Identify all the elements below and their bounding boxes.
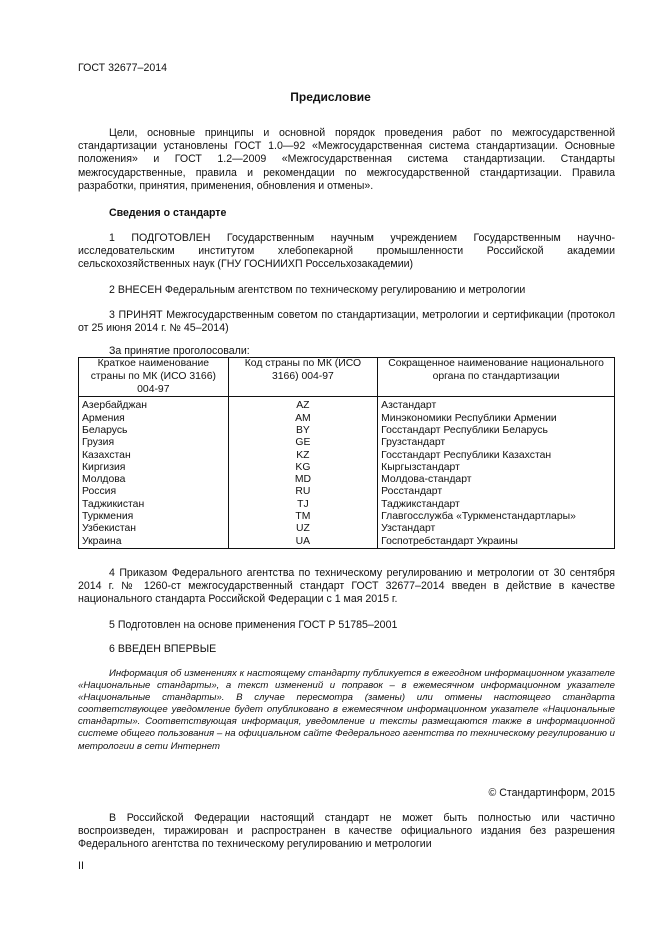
code-cell: BY	[228, 425, 377, 437]
country-cell: Узбекистан	[79, 523, 229, 535]
national-body-cell: Таджикстандарт	[378, 499, 615, 511]
item-2-submitted: 2 ВНЕСЕН Федеральным агентством по техническому регулированию и метрологии	[109, 284, 526, 296]
code-cell: MD	[228, 474, 377, 486]
table-row	[79, 450, 615, 462]
national-body-cell: Грузстандарт	[378, 437, 615, 449]
country-cell: Армения	[79, 413, 229, 425]
header-country: Краткое наименование страны по МК (ИСО 3166) 004-97	[79, 358, 229, 397]
code-cell: KZ	[228, 450, 377, 462]
national-body-cell: Узстандарт	[378, 523, 615, 535]
section-title: Сведения о стандарте	[109, 207, 227, 219]
code-cell: AM	[228, 413, 377, 425]
country-cell: Туркмения	[79, 511, 229, 523]
code-cell: KG	[228, 462, 377, 474]
national-body-cell: Минэкономики Республики Армении	[378, 413, 615, 425]
code-cell: TM	[228, 511, 377, 523]
header-code: Код страны по МК (ИСО 3166) 004-97	[228, 358, 377, 397]
document-id-header: ГОСТ 32677–2014	[78, 62, 168, 74]
country-cell: Россия	[79, 486, 229, 498]
code-cell: UA	[228, 536, 377, 549]
item-1-prepared: 1 ПОДГОТОВЛЕН Государственным научным учреждением Государственным научно-исследовательским институтом хлебопекарной промышленности Российской академии сельскохозяйственных наук (ГНУ ГОСНИИХП Россельхозакадемии)	[78, 232, 615, 271]
code-cell: GE	[228, 437, 377, 449]
code-cell: RU	[228, 486, 377, 498]
table-row	[79, 397, 615, 413]
national-body-cell: Азстандарт	[378, 397, 615, 413]
national-body-cell: Главгосслужба «Туркменстандартлары»	[378, 511, 615, 523]
table-row	[79, 536, 615, 549]
code-cell: UZ	[228, 523, 377, 535]
table-row	[79, 511, 615, 523]
country-cell: Азербайджан	[79, 397, 229, 413]
table-row	[79, 462, 615, 474]
voted-label: За принятие проголосовали:	[109, 345, 250, 357]
country-cell: Казахстан	[79, 450, 229, 462]
country-cell: Молдова	[79, 474, 229, 486]
table-row	[79, 425, 615, 437]
page-number: II	[78, 860, 84, 872]
country-cell: Киргизия	[79, 462, 229, 474]
national-body-cell: Госстандарт Республики Беларусь	[378, 425, 615, 437]
table-row	[79, 499, 615, 511]
intro-paragraph: Цели, основные принципы и основной порядок проведения работ по межгосударственной стандартизации установлены ГОСТ 1.0—92 «Межгосударственная система стандартизации. Основные положения» и ГОСТ 1.2—2009 «Межгосударственная система стандартизации. Стандарты межгосударственные, правила и рекомендации по межгосударственной стандартизации. Правила разработки, принятия, применения, обновления и отмены».	[78, 127, 615, 192]
item-3-adopted: 3 ПРИНЯТ Межгосударственным советом по стандартизации, метрологии и сертификации (протокол от 25 июня 2014 г. № 45–2014)	[78, 309, 615, 335]
code-cell: AZ	[228, 397, 377, 413]
table-row	[79, 413, 615, 425]
national-body-cell: Молдова-стандарт	[378, 474, 615, 486]
country-cell: Беларусь	[79, 425, 229, 437]
item-6-introduced: 6 ВВЕДЕН ВПЕРВЫЕ	[109, 643, 217, 655]
reproduction-rights-notice: В Российской Федерации настоящий стандарт не может быть полностью или частично воспроизведен, тиражирован и распространен в качестве официального издания без разрешения Федерального агентства по техническому регулированию и метрологии	[78, 812, 615, 851]
national-body-cell: Кыргызстандарт	[378, 462, 615, 474]
change-info-note: Информация об изменениях к настоящему стандарту публикуется в ежегодном информационном указателе «Национальные стандарты», а текст изменений и поправок – в ежемесячном информационном указателе «Национальные стандарты». В случае пересмотра (замены) или отмены настоящего стандарта соответствующее уведомление будет опубликовано в ежемесячном информационном указателе «Национальные стандарты». Соответствующая информация, уведомление и тексты размещаются также в информационной системе общего пользования – на официальном сайте Федерального агентства по техническому регулированию и метрологии в сети Интернет	[78, 668, 615, 752]
table-row	[79, 523, 615, 535]
copyright-notice: © Стандартинформ, 2015	[488, 787, 615, 799]
country-cell: Украина	[79, 536, 229, 549]
national-body-cell: Госстандарт Республики Казахстан	[378, 450, 615, 462]
table-header-row	[79, 358, 615, 397]
header-national-body: Сокращенное наименование национального органа по стандартизации	[378, 358, 615, 397]
voting-table	[78, 357, 615, 549]
national-body-cell: Росстандарт	[378, 486, 615, 498]
country-cell: Грузия	[79, 437, 229, 449]
table-row	[79, 474, 615, 486]
table-row	[79, 437, 615, 449]
code-cell: TJ	[228, 499, 377, 511]
item-5-basis: 5 Подготовлен на основе применения ГОСТ Р 51785–2001	[109, 619, 398, 631]
country-cell: Таджикистан	[79, 499, 229, 511]
item-4-order: 4 Приказом Федерального агентства по техническому регулированию и метрологии от 30 сентября 2014 г. № 1260-ст межгосударственный стандарт ГОСТ 32677–2014 введен в действие в качестве национального стандарта Российской Федерации с 1 мая 2015 г.	[78, 567, 615, 606]
table-row	[79, 486, 615, 498]
national-body-cell: Госпотребстандарт Украины	[378, 536, 615, 549]
page-title: Предисловие	[290, 90, 371, 104]
